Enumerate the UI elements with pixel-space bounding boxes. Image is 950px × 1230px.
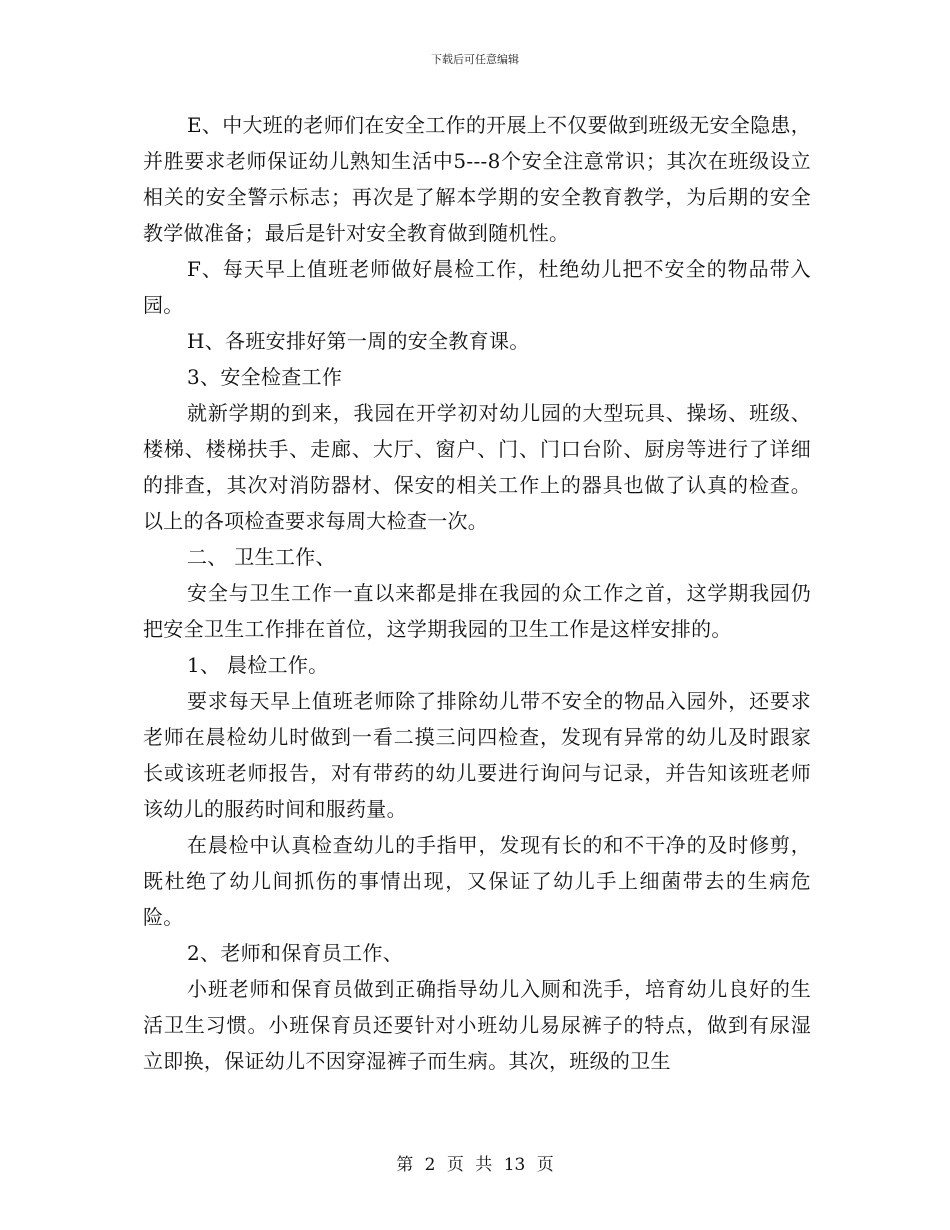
paragraph-item-f: F、每天早上值班老师做好晨检工作，杜绝幼儿把不安全的物品带入园。 [143,257,811,317]
page-number-footer: 第 2 页 共 13 页 [396,1155,554,1175]
section-heading-teacher-caregiver: 2、老师和保育员工作、 [187,941,404,965]
section-heading-hygiene: 二、 卫生工作、 [187,545,336,569]
page-header: 下载后可任意编辑 [431,53,519,66]
paragraph-safety-inspection: 就新学期的到来，我园在开学初对幼儿园的大型玩具、操场、班级、楼梯、楼梯扶手、走廊、大厅、窗户、门、门口台阶、厨房等进行了详细的排查，其次对消防器材、保安的相关工作上的器具也做了认真的检查。以上的各项检查要求每周大检查一次。 [143,401,811,533]
paragraph-item-h: H、各班安排好第一周的安全教育课。 [187,329,530,353]
paragraph-hygiene-intro: 安全与卫生工作一直以来都是排在我园的众工作之首，这学期我园仍把安全卫生工作排在首位，这学期我园的卫生工作是这样安排的。 [143,581,811,641]
paragraph-teacher-caregiver: 小班老师和保育员做到正确指导幼儿入厕和洗手，培育幼儿良好的生活卫生习惯。小班保育员还要针对小班幼儿易尿裤子的特点，做到有尿湿立即换，保证幼儿不因穿湿裤子而生病。其次，班级的卫生 [143,977,811,1073]
document-body [143,107,811,1079]
paragraph-item-e: E、中大班的老师们在安全工作的开展上不仅要做到班级无安全隐患，并胜要求老师保证幼儿熟知生活中5---8个安全注意常识；其次在班级设立相关的安全警示标志；再次是了解本学期的安全教育教学，为后期的安全教学做准备；最后是针对安全教育做到随机性。 [143,113,811,245]
section-heading-morning-check: 1、 晨检工作。 [187,653,329,677]
section-heading-safety-inspection: 3、安全检查工作 [187,365,343,389]
paragraph-fingernail-check: 在晨检中认真检查幼儿的手指甲，发现有长的和不干净的及时修剪，既杜绝了幼儿间抓伤的事情出现，又保证了幼儿手上细菌带去的生病危险。 [143,833,811,929]
paragraph-morning-check: 要求每天早上值班老师除了排除幼儿带不安全的物品入园外，还要求老师在晨检幼儿时做到一看二摸三问四检查，发现有异常的幼儿及时跟家长或该班老师报告，对有带药的幼儿要进行询问与记录，并告知该班老师该幼儿的服药时间和服药量。 [143,689,811,821]
